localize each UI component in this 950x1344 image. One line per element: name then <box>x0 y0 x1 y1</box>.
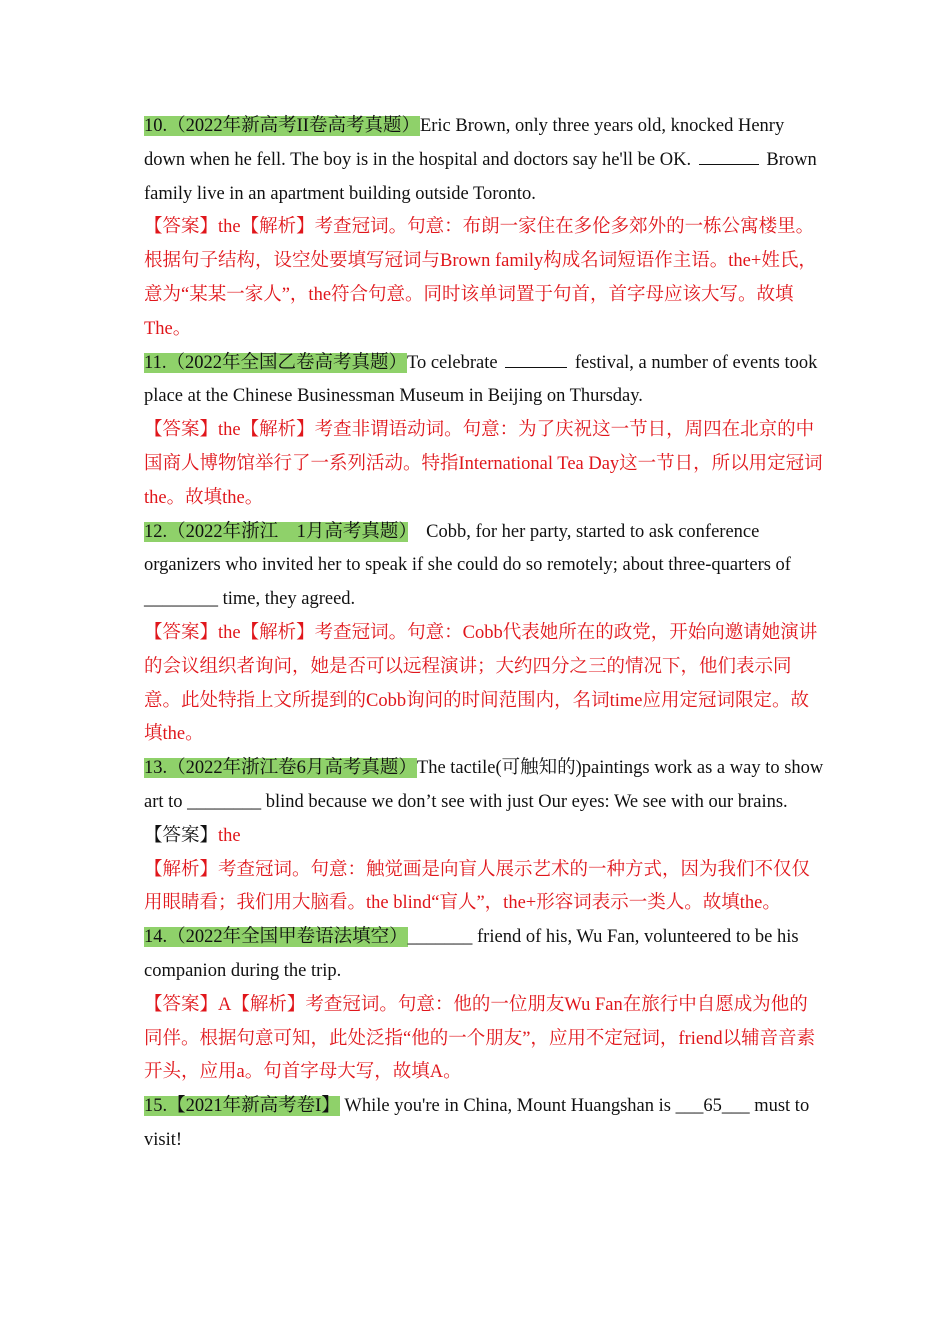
answer-analysis: 【答案】the【解析】考查非谓语动词。句意：为了庆祝这一节日，周四在北京的中国商人博物馆举行了一系列活动。特指International Tea Day这一节日，所以用定冠词the。故填the。 <box>144 420 823 508</box>
answer-analysis: 【答案】the【解析】考查冠词。句意：布朗一家住在多伦多郊外的一栋公寓楼里。根据句子结构，设空处要填写冠词与Brown family构成名词短语作主语。the+姓氏，意为“某某一家人”，the符合句意。同时该单词置于句首，首字母应该大写。故填The。 <box>144 217 817 339</box>
question-text: Cobb, for her party, started to ask conference organizers who invited her to speak if she could do so remotely; about three-quarters of ________ time, they agreed. <box>144 521 791 610</box>
answer-value: the <box>218 825 241 846</box>
question-text: festival, a number of events took place at the Chinese Businessman Museum in Beijing on Thursday. <box>144 352 818 407</box>
answer-label: 【答案】 <box>144 825 219 846</box>
question-15 <box>144 1090 824 1158</box>
blank-line <box>505 353 567 368</box>
question-tag: 13.（2022年浙江卷6月高考真题） <box>144 758 417 779</box>
question-text: While you're in China, Mount Huangshan is ___65___ must to visit! <box>144 1096 810 1150</box>
question-14 <box>144 921 824 989</box>
question-tag: 12.（2022年浙江 1月高考真题） <box>144 521 408 542</box>
question-tag: 10.（2022年新高考II卷高考真题） <box>144 116 420 136</box>
blank-line <box>699 150 759 165</box>
answer-analysis: 【答案】the【解析】考查冠词。句意：Cobb代表她所在的政党，开始向邀请她演讲的会议组织者询问，她是否可以远程演讲；大约四分之三的情况下，他们表示同意。此处特指上文所提到的Cobb询问的时间范围内，名词time应用定冠词限定。故填the。 <box>144 622 818 745</box>
question-text: Eric Brown, only three years old, knocked Henry down when he fell. The boy is in the hospital and doctors say he'll be OK. <box>144 116 785 170</box>
answer-line <box>144 820 824 854</box>
analysis: 【解析】考查冠词。句意：触觉画是向盲人展示艺术的一种方式，因为我们不仅仅用眼睛看；我们用大脑看。the blind“盲人”，the+形容词表示一类人。故填the。 <box>144 859 811 914</box>
question-11 <box>144 347 824 415</box>
question-text: _______ friend of his, Wu Fan, volunteered to be his companion during the trip. <box>144 927 799 981</box>
question-tag: 15.【2021年新高考卷I】 <box>144 1096 340 1117</box>
question-13 <box>144 752 824 820</box>
question-10 <box>144 110 824 211</box>
question-text: The tactile(可触知的)paintings work as a way to show art to ________ blind because we don’t see with just Our eyes: We see with our brains. <box>144 758 824 812</box>
question-text: To celebrate <box>406 352 503 373</box>
question-text: Brown family live in an apartment building outside Toronto. <box>144 149 817 204</box>
question-12 <box>144 516 824 617</box>
answer-analysis: 【答案】A【解析】考查冠词。句意：他的一位朋友Wu Fan在旅行中自愿成为他的同伴。根据句意可知，此处泛指“他的一个朋友”，应用不定冠词，friend以辅音音素开头，应用a。句首字母大写，故填A。 <box>144 994 816 1083</box>
question-tag: 11.（2022年全国乙卷高考真题） <box>144 352 407 373</box>
question-list <box>144 110 824 1158</box>
question-tag: 14.（2022年全国甲卷语法填空） <box>144 927 408 948</box>
